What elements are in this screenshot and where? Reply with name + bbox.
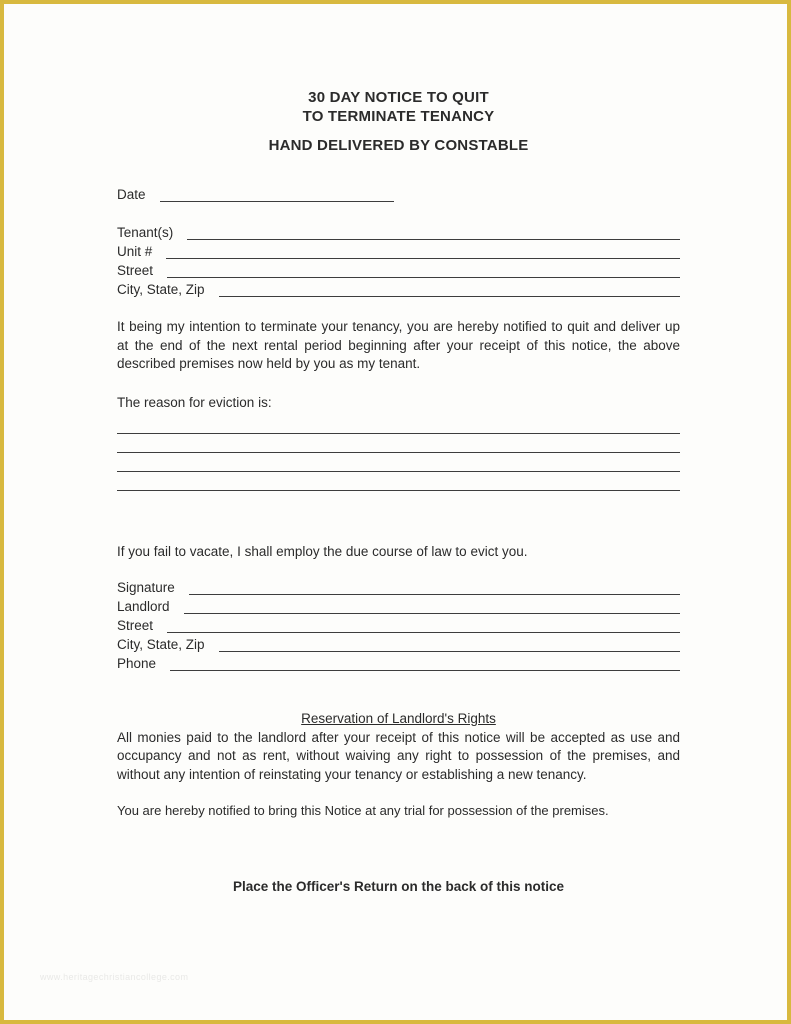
site-watermark: www.heritagechristiancollege.com	[40, 972, 189, 982]
reservation-paragraph: All monies paid to the landlord after your receipt of this notice will be accepted as use and occupancy and not as rent, without waiving any right to possession of the premises, and without any intention of reinstating your tenancy or establishing a new tenancy.	[117, 729, 680, 782]
document-subtitle: HAND DELIVERED BY CONSTABLE	[268, 137, 529, 154]
landlord-city-input-line[interactable]	[219, 651, 680, 652]
landlord-city-label: City, State, Zip	[117, 636, 205, 652]
reason-input-line[interactable]	[117, 472, 680, 491]
trial-notice: You are hereby notified to bring this Notice at any trial for possession of the premises.	[117, 803, 609, 818]
tenant-field-row	[117, 223, 680, 242]
document-title	[117, 88, 680, 126]
tenant-city-input-line[interactable]	[219, 296, 680, 297]
unit-field-row	[117, 242, 680, 261]
reason-lines	[117, 415, 680, 491]
reason-input-line[interactable]	[117, 434, 680, 453]
document-content	[4, 4, 787, 894]
signature-input-line[interactable]	[189, 594, 680, 595]
landlord-street-input-line[interactable]	[167, 632, 680, 633]
tenant-address-block	[117, 223, 680, 299]
tenant-street-field-row	[117, 261, 680, 280]
date-label: Date	[117, 187, 146, 202]
unit-input-line[interactable]	[166, 258, 680, 259]
landlord-signature-block	[117, 578, 680, 673]
reason-input-line[interactable]	[117, 453, 680, 472]
officer-return-instruction: Place the Officer's Return on the back of this notice	[232, 879, 565, 894]
landlord-input-line[interactable]	[184, 613, 680, 614]
title-line-2: TO TERMINATE TENANCY	[302, 108, 495, 125]
reservation-heading: Reservation of Landlord's Rights	[301, 710, 496, 726]
phone-field-row	[117, 654, 680, 673]
tenant-input-line[interactable]	[187, 239, 680, 240]
landlord-street-field-row	[117, 616, 680, 635]
tenant-city-field-row	[117, 280, 680, 299]
phone-label: Phone	[117, 655, 157, 671]
date-input-line[interactable]	[160, 201, 394, 202]
reason-input-line[interactable]	[117, 415, 680, 434]
signature-field-row	[117, 578, 680, 597]
tenant-street-input-line[interactable]	[167, 277, 680, 278]
tenant-label: Tenant(s)	[117, 225, 174, 240]
tenant-city-label: City, State, Zip	[117, 282, 205, 297]
phone-input-line[interactable]	[170, 670, 680, 671]
landlord-label: Landlord	[117, 598, 170, 614]
intent-paragraph: It being my intention to terminate your tenancy, you are hereby notified to quit and deliver up at the end of the next rental period beginning after your receipt of this notice, the above described premises now held by you as my tenant.	[117, 319, 680, 371]
landlord-field-row	[117, 597, 680, 616]
reason-label: The reason for eviction is:	[117, 394, 272, 410]
vacate-notice: If you fail to vacate, I shall employ the due course of law to evict you.	[117, 543, 528, 559]
signature-label: Signature	[117, 579, 175, 595]
date-field-row	[117, 185, 680, 204]
tenant-street-label: Street	[117, 263, 154, 278]
landlord-street-label: Street	[117, 617, 154, 633]
unit-label: Unit #	[117, 244, 153, 259]
title-line-1: 30 DAY NOTICE TO QUIT	[308, 89, 489, 106]
landlord-city-field-row	[117, 635, 680, 654]
